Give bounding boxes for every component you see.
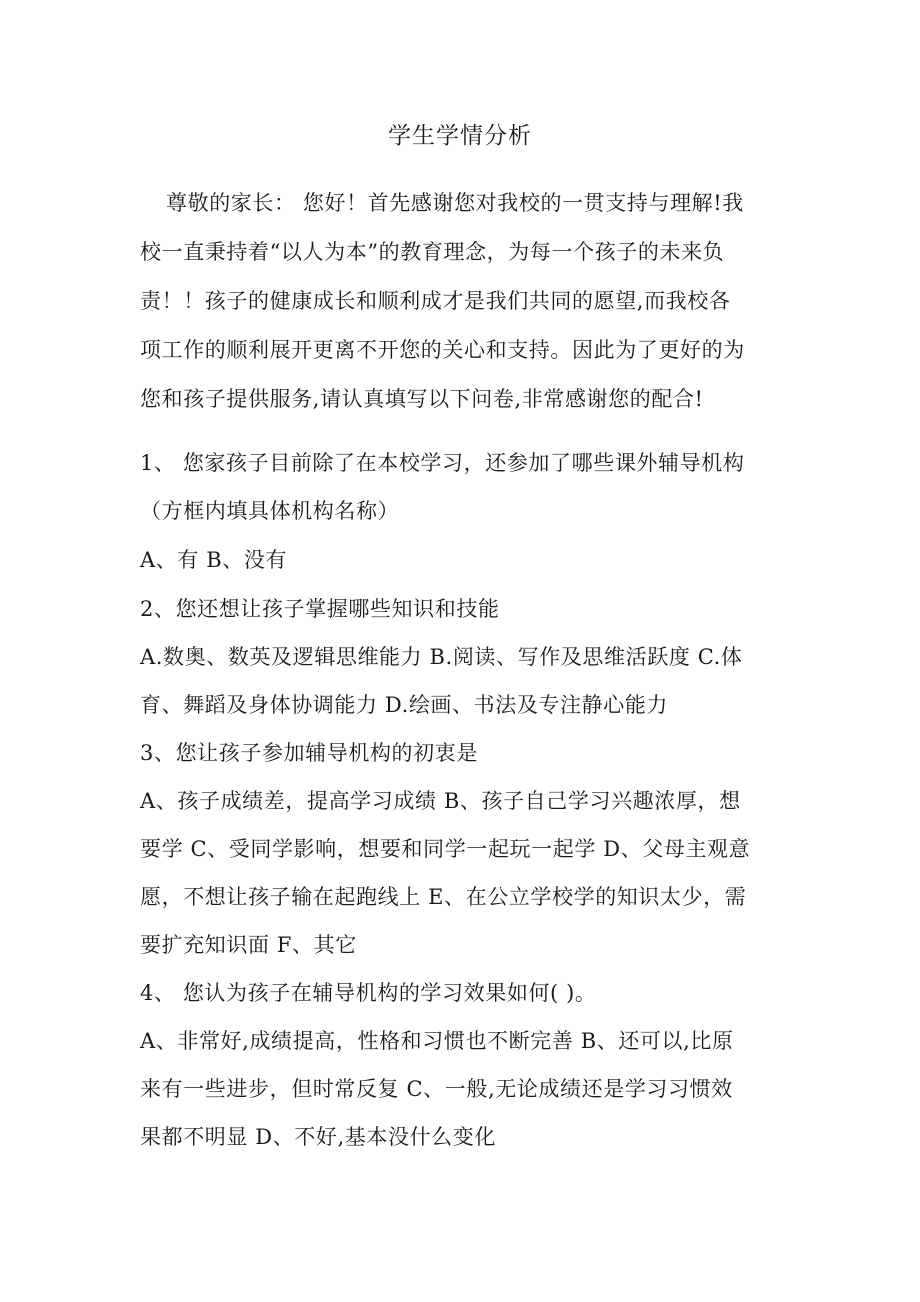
question-3-options: 要扩充知识面 F、其它: [140, 933, 357, 957]
document-title: 学生学情分析: [388, 123, 532, 149]
intro-line: 项工作的顺利展开更离不开您的关心和支持。因此为了更好的为: [140, 338, 745, 362]
question-4-options: A、非常好,成绩提高，性格和习惯也不断完善 B、还可以,比原: [140, 1029, 734, 1053]
intro-line: 责！！孩子的健康成长和顺利成才是我们共同的愿望,而我校各: [140, 289, 731, 313]
intro-line: 尊敬的家长： 您好！首先感谢您对我校的一贯支持与理解!我: [166, 191, 744, 215]
intro-line: 您和孩子提供服务,请认真填写以下问卷,非常感谢您的配合!: [140, 387, 704, 411]
question-2-text: 2、您还想让孩子掌握哪些知识和技能: [140, 597, 500, 621]
question-3-options: 愿，不想让孩子输在起跑线上 E、在公立学校学的知识太少，需: [140, 885, 747, 909]
question-3-options: 要学 C、受同学影响，想要和同学一起玩一起学 D、父母主观意: [140, 837, 751, 861]
question-3-text: 3、您让孩子参加辅导机构的初衷是: [140, 741, 478, 765]
question-4-options: 果都不明显 D、不好,基本没什么变化: [140, 1125, 496, 1149]
question-3-options: A、孩子成绩差，提高学习成绩 B、孩子自己学习兴趣浓厚，想: [140, 789, 741, 813]
question-4-options: 来有一些进步，但时常反复 C、一般,无论成绩还是学习习惯效: [140, 1077, 733, 1101]
question-2-options: A.数奥、数英及逻辑思维能力 B.阅读、写作及思维活跃度 C.体: [140, 645, 743, 669]
question-1-text: 1、 您家孩子目前除了在本校学习，还参加了哪些课外辅导机构: [140, 451, 745, 475]
question-1-text: （方框内填具体机构名称）: [140, 499, 400, 523]
question-2-options: 育、舞蹈及身体协调能力 D.绘画、书法及专注静心能力: [140, 693, 669, 717]
intro-line: 校一直秉持着“以人为本”的教育理念，为每一个孩子的未来负: [140, 240, 725, 264]
question-1-options: A、有 B、没有: [140, 548, 288, 572]
question-4-text: 4、 您认为孩子在辅导机构的学习效果如何( )。: [140, 981, 597, 1005]
